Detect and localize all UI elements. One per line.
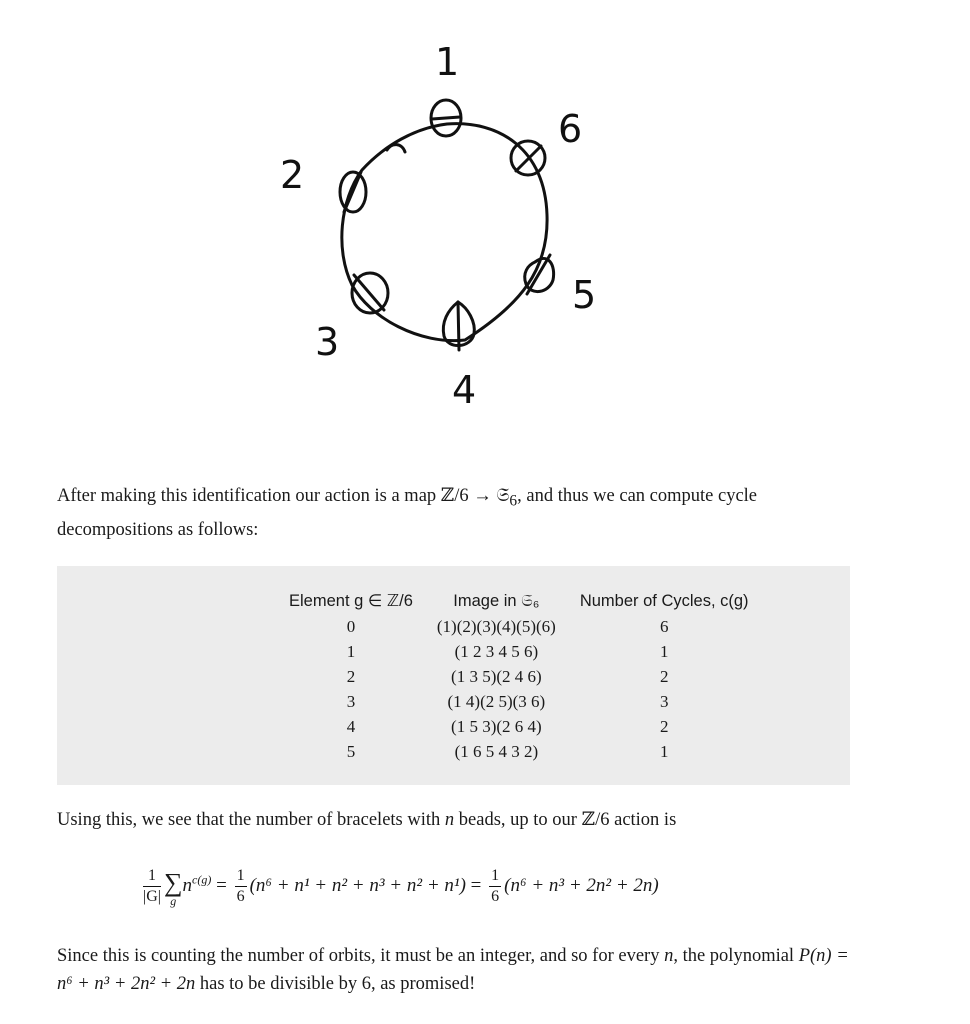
paragraph-identification — [57, 482, 857, 544]
cell-element: 1 — [346, 641, 356, 661]
cell-cycles: 3 — [659, 691, 669, 711]
cycle-table-box — [57, 566, 850, 785]
p3-text-b: , the polynomial — [673, 946, 799, 966]
cell-element: 2 — [346, 666, 356, 686]
p3-var-n: n — [664, 946, 674, 966]
paragraph-conclusion — [57, 942, 857, 998]
cell-element: 0 — [346, 616, 356, 636]
summand-exponent: c(g) — [192, 872, 212, 887]
paragraph-bracelets — [57, 806, 857, 834]
cell-image: (1 4)(2 5)(3 6) — [447, 691, 546, 711]
p1-map-math: ℤ/6 → 𝔖 — [440, 486, 510, 506]
frac-one-sixth-a — [235, 866, 247, 907]
bead-5 — [525, 255, 554, 294]
table-header-row — [277, 588, 761, 614]
frac1-den: |G| — [143, 888, 161, 905]
frac2-den: 6 — [236, 888, 245, 905]
frac1-num: 1 — [143, 866, 161, 887]
cell-element: 3 — [346, 691, 356, 711]
p3-text-c: has to be divisible by 6, as promised! — [195, 974, 476, 994]
cell-cycles: 2 — [659, 666, 669, 686]
p2-text-a: Using this, we see that the number of bracelets with — [57, 810, 445, 830]
label-2: 2 — [280, 153, 305, 197]
cell-image: (1 5 3)(2 6 4) — [451, 716, 542, 736]
cell-cycles: 1 — [659, 641, 669, 661]
frac3-den: 6 — [491, 888, 500, 905]
table-row — [277, 639, 761, 664]
ring-hook — [387, 145, 405, 152]
cell-image: (1)(2)(3)(4)(5)(6) — [436, 616, 556, 636]
p1-text-a: After making this identification our action is a map — [57, 486, 441, 506]
p3-text-a: Since this is counting the number of orbits, it must be an integer, and so for every — [57, 946, 665, 966]
table-row — [277, 689, 761, 714]
frac3-num: 1 — [489, 866, 501, 887]
p2-var-n: n — [444, 810, 455, 830]
bead-1 — [431, 100, 461, 136]
sum-subscript: g — [170, 893, 177, 908]
cell-element: 4 — [346, 716, 356, 736]
label-5: 5 — [572, 273, 597, 317]
header-element: Element g ∈ ℤ/6 — [289, 592, 413, 610]
bracelet-drawing — [0, 0, 970, 440]
frac-one-sixth-b — [489, 866, 501, 907]
cell-image: (1 3 5)(2 4 6) — [451, 666, 542, 686]
cell-image: (1 2 3 4 5 6) — [454, 641, 539, 661]
p1-map-sub: 6 — [509, 492, 518, 510]
sum-symbol: ∑ g — [163, 867, 183, 908]
bracelet-ring — [342, 124, 547, 341]
table-row — [277, 739, 761, 764]
cell-cycles: 1 — [659, 741, 669, 761]
frac-one-over-g — [143, 866, 161, 907]
cell-element: 5 — [346, 741, 356, 761]
label-6: 6 — [558, 107, 583, 151]
p1-text-b: , and thus we can compute cycle decompositions as follows: — [57, 486, 758, 540]
equals-2: = — [470, 874, 482, 896]
bracelet-figure — [0, 0, 970, 440]
bead-4 — [443, 302, 474, 350]
equals-1: = — [216, 874, 227, 896]
bead-2 — [340, 172, 366, 212]
p2-text-c: action is — [609, 810, 677, 830]
cell-cycles: 6 — [659, 616, 669, 636]
label-3: 3 — [315, 320, 340, 364]
table-row — [277, 714, 761, 739]
summand-base: n — [182, 874, 193, 896]
cycle-table — [277, 588, 761, 764]
header-cycles: Number of Cycles, c(g) — [579, 591, 749, 610]
cell-cycles: 2 — [659, 716, 669, 736]
burnside-formula — [140, 866, 860, 916]
label-1: 1 — [435, 40, 460, 84]
p2-group: ℤ/6 — [581, 810, 610, 830]
header-image: Image in 𝔖₆ — [453, 591, 540, 610]
p2-text-b: beads, up to our — [454, 810, 582, 830]
table-row — [277, 664, 761, 689]
formula-simplified: (n⁶ + n³ + 2n² + 2n) — [504, 874, 659, 896]
frac2-num: 1 — [235, 866, 247, 887]
cell-image: (1 6 5 4 3 2) — [454, 741, 539, 761]
formula-expansion: (n⁶ + n¹ + n² + n³ + n² + n¹) — [249, 874, 466, 896]
label-4: 4 — [452, 368, 477, 412]
table-row — [277, 614, 761, 639]
p3-polynomial: P(n) = n⁶ + n³ + 2n² + 2n — [57, 946, 849, 994]
bead-6 — [511, 141, 545, 175]
